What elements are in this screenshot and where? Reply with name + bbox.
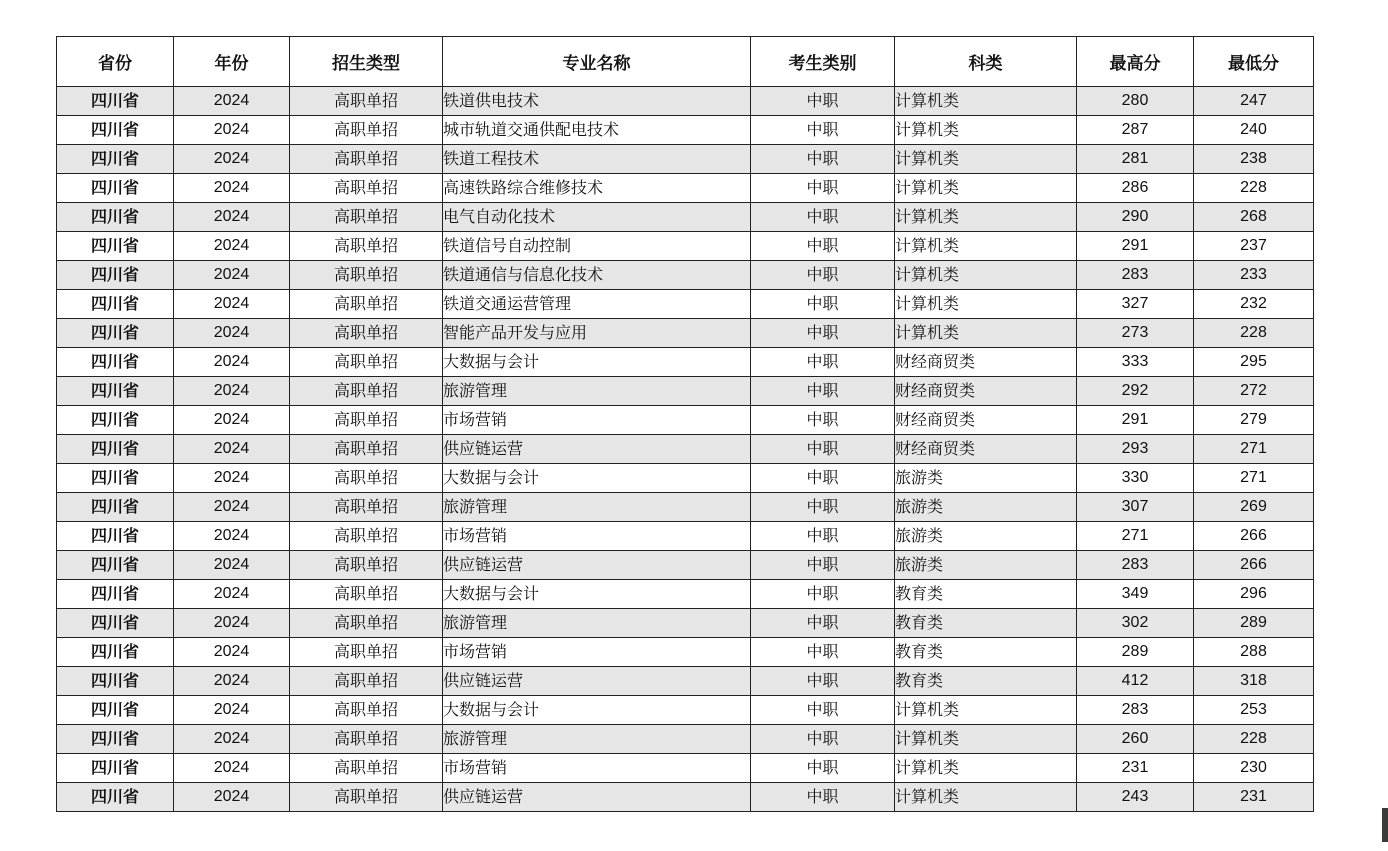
table-row xyxy=(57,435,1314,464)
table-row xyxy=(57,174,1314,203)
cell-max-score: 292 xyxy=(1077,377,1194,406)
cell-max-score: 307 xyxy=(1077,493,1194,522)
cell-province: 四川省 xyxy=(57,609,174,638)
cell-candidate-category: 中职 xyxy=(751,638,895,667)
cell-subject-category: 旅游类 xyxy=(895,522,1077,551)
cell-min-score: 288 xyxy=(1194,638,1314,667)
cell-year: 2024 xyxy=(174,174,290,203)
cell-min-score: 269 xyxy=(1194,493,1314,522)
cell-admission-type: 高职单招 xyxy=(290,348,443,377)
cell-candidate-category: 中职 xyxy=(751,87,895,116)
header-admission-type: 招生类型 xyxy=(290,37,443,87)
cell-subject-category: 计算机类 xyxy=(895,203,1077,232)
cell-major-name: 供应链运营 xyxy=(443,783,751,812)
cell-major-name: 旅游管理 xyxy=(443,377,751,406)
cell-admission-type: 高职单招 xyxy=(290,638,443,667)
cell-candidate-category: 中职 xyxy=(751,580,895,609)
cell-max-score: 260 xyxy=(1077,725,1194,754)
table-row xyxy=(57,696,1314,725)
cell-min-score: 228 xyxy=(1194,725,1314,754)
cell-candidate-category: 中职 xyxy=(751,522,895,551)
table-row xyxy=(57,87,1314,116)
cell-min-score: 272 xyxy=(1194,377,1314,406)
cell-year: 2024 xyxy=(174,725,290,754)
cell-max-score: 287 xyxy=(1077,116,1194,145)
cell-major-name: 智能产品开发与应用 xyxy=(443,319,751,348)
header-subject-category: 科类 xyxy=(895,37,1077,87)
cell-max-score: 291 xyxy=(1077,406,1194,435)
cell-province: 四川省 xyxy=(57,290,174,319)
cell-major-name: 城市轨道交通供配电技术 xyxy=(443,116,751,145)
cell-min-score: 266 xyxy=(1194,522,1314,551)
header-major-name: 专业名称 xyxy=(443,37,751,87)
table-row xyxy=(57,377,1314,406)
header-year: 年份 xyxy=(174,37,290,87)
cell-year: 2024 xyxy=(174,754,290,783)
cell-admission-type: 高职单招 xyxy=(290,464,443,493)
cell-admission-type: 高职单招 xyxy=(290,406,443,435)
cell-year: 2024 xyxy=(174,551,290,580)
cell-subject-category: 财经商贸类 xyxy=(895,377,1077,406)
cell-admission-type: 高职单招 xyxy=(290,203,443,232)
cell-year: 2024 xyxy=(174,522,290,551)
cell-min-score: 240 xyxy=(1194,116,1314,145)
cell-year: 2024 xyxy=(174,667,290,696)
table-header xyxy=(57,37,1314,87)
cell-min-score: 318 xyxy=(1194,667,1314,696)
cell-province: 四川省 xyxy=(57,377,174,406)
cell-major-name: 铁道供电技术 xyxy=(443,87,751,116)
table-row xyxy=(57,116,1314,145)
cell-candidate-category: 中职 xyxy=(751,261,895,290)
cell-candidate-category: 中职 xyxy=(751,551,895,580)
cell-admission-type: 高职单招 xyxy=(290,116,443,145)
cell-year: 2024 xyxy=(174,435,290,464)
cell-min-score: 271 xyxy=(1194,435,1314,464)
cell-candidate-category: 中职 xyxy=(751,609,895,638)
cell-subject-category: 财经商贸类 xyxy=(895,348,1077,377)
cell-max-score: 302 xyxy=(1077,609,1194,638)
cell-candidate-category: 中职 xyxy=(751,435,895,464)
cell-candidate-category: 中职 xyxy=(751,116,895,145)
cell-candidate-category: 中职 xyxy=(751,319,895,348)
cell-max-score: 349 xyxy=(1077,580,1194,609)
cell-admission-type: 高职单招 xyxy=(290,754,443,783)
cell-major-name: 铁道信号自动控制 xyxy=(443,232,751,261)
cell-admission-type: 高职单招 xyxy=(290,145,443,174)
table-row xyxy=(57,551,1314,580)
admission-score-table xyxy=(56,36,1314,812)
cell-min-score: 228 xyxy=(1194,319,1314,348)
cell-year: 2024 xyxy=(174,609,290,638)
cell-admission-type: 高职单招 xyxy=(290,174,443,203)
cell-subject-category: 计算机类 xyxy=(895,261,1077,290)
cell-year: 2024 xyxy=(174,377,290,406)
cell-subject-category: 旅游类 xyxy=(895,493,1077,522)
cell-max-score: 281 xyxy=(1077,145,1194,174)
cell-major-name: 大数据与会计 xyxy=(443,464,751,493)
cell-candidate-category: 中职 xyxy=(751,348,895,377)
cell-province: 四川省 xyxy=(57,319,174,348)
cell-major-name: 旅游管理 xyxy=(443,609,751,638)
cell-major-name: 市场营销 xyxy=(443,754,751,783)
cell-year: 2024 xyxy=(174,261,290,290)
cell-subject-category: 计算机类 xyxy=(895,725,1077,754)
cell-subject-category: 财经商贸类 xyxy=(895,406,1077,435)
cell-min-score: 233 xyxy=(1194,261,1314,290)
cell-admission-type: 高职单招 xyxy=(290,232,443,261)
cell-major-name: 铁道工程技术 xyxy=(443,145,751,174)
cell-max-score: 291 xyxy=(1077,232,1194,261)
table-row xyxy=(57,290,1314,319)
cell-max-score: 271 xyxy=(1077,522,1194,551)
cell-year: 2024 xyxy=(174,145,290,174)
cell-major-name: 大数据与会计 xyxy=(443,580,751,609)
cell-max-score: 327 xyxy=(1077,290,1194,319)
cell-major-name: 铁道交通运营管理 xyxy=(443,290,751,319)
cell-province: 四川省 xyxy=(57,87,174,116)
cell-year: 2024 xyxy=(174,406,290,435)
header-candidate-category: 考生类别 xyxy=(751,37,895,87)
cell-max-score: 283 xyxy=(1077,261,1194,290)
cell-min-score: 253 xyxy=(1194,696,1314,725)
header-max-score: 最高分 xyxy=(1077,37,1194,87)
cell-province: 四川省 xyxy=(57,783,174,812)
header-province: 省份 xyxy=(57,37,174,87)
cell-candidate-category: 中职 xyxy=(751,145,895,174)
header-min-score: 最低分 xyxy=(1194,37,1314,87)
cell-province: 四川省 xyxy=(57,551,174,580)
cell-max-score: 273 xyxy=(1077,319,1194,348)
cell-subject-category: 计算机类 xyxy=(895,783,1077,812)
cell-subject-category: 财经商贸类 xyxy=(895,435,1077,464)
cell-subject-category: 计算机类 xyxy=(895,174,1077,203)
cell-min-score: 271 xyxy=(1194,464,1314,493)
table-row xyxy=(57,522,1314,551)
cell-admission-type: 高职单招 xyxy=(290,377,443,406)
cell-max-score: 286 xyxy=(1077,174,1194,203)
cell-max-score: 333 xyxy=(1077,348,1194,377)
cell-subject-category: 计算机类 xyxy=(895,754,1077,783)
cell-year: 2024 xyxy=(174,493,290,522)
cell-major-name: 高速铁路综合维修技术 xyxy=(443,174,751,203)
cell-candidate-category: 中职 xyxy=(751,203,895,232)
cell-min-score: 296 xyxy=(1194,580,1314,609)
cell-province: 四川省 xyxy=(57,754,174,783)
cell-year: 2024 xyxy=(174,203,290,232)
cell-admission-type: 高职单招 xyxy=(290,290,443,319)
cell-min-score: 228 xyxy=(1194,174,1314,203)
cell-province: 四川省 xyxy=(57,522,174,551)
cell-subject-category: 计算机类 xyxy=(895,116,1077,145)
table-row xyxy=(57,348,1314,377)
cell-major-name: 供应链运营 xyxy=(443,435,751,464)
cell-province: 四川省 xyxy=(57,406,174,435)
cell-max-score: 289 xyxy=(1077,638,1194,667)
table-row xyxy=(57,667,1314,696)
cell-max-score: 290 xyxy=(1077,203,1194,232)
cell-admission-type: 高职单招 xyxy=(290,667,443,696)
cell-year: 2024 xyxy=(174,290,290,319)
cell-province: 四川省 xyxy=(57,493,174,522)
cell-candidate-category: 中职 xyxy=(751,754,895,783)
cell-major-name: 大数据与会计 xyxy=(443,348,751,377)
cell-admission-type: 高职单招 xyxy=(290,580,443,609)
cell-min-score: 232 xyxy=(1194,290,1314,319)
table-row xyxy=(57,754,1314,783)
cell-admission-type: 高职单招 xyxy=(290,783,443,812)
cell-major-name: 旅游管理 xyxy=(443,493,751,522)
table-row xyxy=(57,725,1314,754)
cell-admission-type: 高职单招 xyxy=(290,725,443,754)
cell-min-score: 231 xyxy=(1194,783,1314,812)
cell-min-score: 237 xyxy=(1194,232,1314,261)
table-row xyxy=(57,464,1314,493)
header-row xyxy=(57,37,1314,87)
cell-subject-category: 教育类 xyxy=(895,609,1077,638)
cell-max-score: 412 xyxy=(1077,667,1194,696)
cell-year: 2024 xyxy=(174,87,290,116)
table-row xyxy=(57,493,1314,522)
cell-admission-type: 高职单招 xyxy=(290,261,443,290)
table-row xyxy=(57,203,1314,232)
table-row xyxy=(57,406,1314,435)
cell-major-name: 市场营销 xyxy=(443,638,751,667)
cell-province: 四川省 xyxy=(57,696,174,725)
table-row xyxy=(57,261,1314,290)
cell-subject-category: 计算机类 xyxy=(895,87,1077,116)
cell-candidate-category: 中职 xyxy=(751,290,895,319)
cell-year: 2024 xyxy=(174,464,290,493)
cell-year: 2024 xyxy=(174,319,290,348)
cell-year: 2024 xyxy=(174,580,290,609)
cell-admission-type: 高职单招 xyxy=(290,435,443,464)
cell-min-score: 230 xyxy=(1194,754,1314,783)
cell-province: 四川省 xyxy=(57,232,174,261)
table-row xyxy=(57,232,1314,261)
score-table-container xyxy=(56,36,1314,812)
cell-province: 四川省 xyxy=(57,667,174,696)
table-row xyxy=(57,580,1314,609)
cell-subject-category: 计算机类 xyxy=(895,145,1077,174)
cell-candidate-category: 中职 xyxy=(751,667,895,696)
cell-major-name: 电气自动化技术 xyxy=(443,203,751,232)
table-row xyxy=(57,145,1314,174)
cell-max-score: 293 xyxy=(1077,435,1194,464)
cell-admission-type: 高职单招 xyxy=(290,609,443,638)
cell-province: 四川省 xyxy=(57,348,174,377)
cell-year: 2024 xyxy=(174,232,290,261)
cell-major-name: 铁道通信与信息化技术 xyxy=(443,261,751,290)
cell-min-score: 279 xyxy=(1194,406,1314,435)
cell-subject-category: 教育类 xyxy=(895,580,1077,609)
cell-major-name: 市场营销 xyxy=(443,406,751,435)
cell-subject-category: 计算机类 xyxy=(895,696,1077,725)
cell-province: 四川省 xyxy=(57,435,174,464)
cell-candidate-category: 中职 xyxy=(751,696,895,725)
cell-candidate-category: 中职 xyxy=(751,406,895,435)
cell-major-name: 市场营销 xyxy=(443,522,751,551)
cell-year: 2024 xyxy=(174,638,290,667)
cell-major-name: 大数据与会计 xyxy=(443,696,751,725)
cell-subject-category: 计算机类 xyxy=(895,232,1077,261)
cell-admission-type: 高职单招 xyxy=(290,696,443,725)
cell-province: 四川省 xyxy=(57,638,174,667)
cell-subject-category: 旅游类 xyxy=(895,464,1077,493)
cell-year: 2024 xyxy=(174,348,290,377)
table-body xyxy=(57,87,1314,812)
cell-admission-type: 高职单招 xyxy=(290,87,443,116)
cell-min-score: 247 xyxy=(1194,87,1314,116)
cell-min-score: 289 xyxy=(1194,609,1314,638)
cell-year: 2024 xyxy=(174,116,290,145)
cell-candidate-category: 中职 xyxy=(751,464,895,493)
cell-min-score: 295 xyxy=(1194,348,1314,377)
cell-admission-type: 高职单招 xyxy=(290,551,443,580)
cell-max-score: 280 xyxy=(1077,87,1194,116)
cell-max-score: 330 xyxy=(1077,464,1194,493)
cell-subject-category: 计算机类 xyxy=(895,290,1077,319)
cell-admission-type: 高职单招 xyxy=(290,493,443,522)
cell-province: 四川省 xyxy=(57,145,174,174)
cell-min-score: 268 xyxy=(1194,203,1314,232)
cell-subject-category: 教育类 xyxy=(895,667,1077,696)
cell-province: 四川省 xyxy=(57,203,174,232)
cell-candidate-category: 中职 xyxy=(751,232,895,261)
cell-year: 2024 xyxy=(174,696,290,725)
cell-max-score: 283 xyxy=(1077,551,1194,580)
cell-max-score: 231 xyxy=(1077,754,1194,783)
cell-admission-type: 高职单招 xyxy=(290,522,443,551)
cell-province: 四川省 xyxy=(57,464,174,493)
cell-subject-category: 旅游类 xyxy=(895,551,1077,580)
cell-candidate-category: 中职 xyxy=(751,725,895,754)
cell-admission-type: 高职单招 xyxy=(290,319,443,348)
table-row xyxy=(57,638,1314,667)
cell-province: 四川省 xyxy=(57,725,174,754)
cell-candidate-category: 中职 xyxy=(751,493,895,522)
cell-max-score: 243 xyxy=(1077,783,1194,812)
cell-candidate-category: 中职 xyxy=(751,783,895,812)
cell-province: 四川省 xyxy=(57,174,174,203)
cell-major-name: 供应链运营 xyxy=(443,667,751,696)
cell-province: 四川省 xyxy=(57,580,174,609)
cell-subject-category: 计算机类 xyxy=(895,319,1077,348)
cell-candidate-category: 中职 xyxy=(751,174,895,203)
cell-major-name: 旅游管理 xyxy=(443,725,751,754)
table-row xyxy=(57,319,1314,348)
table-row xyxy=(57,783,1314,812)
cell-province: 四川省 xyxy=(57,116,174,145)
cell-min-score: 266 xyxy=(1194,551,1314,580)
cell-max-score: 283 xyxy=(1077,696,1194,725)
cell-year: 2024 xyxy=(174,783,290,812)
edge-scroll-mark xyxy=(1382,808,1388,842)
cell-candidate-category: 中职 xyxy=(751,377,895,406)
cell-subject-category: 教育类 xyxy=(895,638,1077,667)
cell-min-score: 238 xyxy=(1194,145,1314,174)
table-row xyxy=(57,609,1314,638)
cell-province: 四川省 xyxy=(57,261,174,290)
cell-major-name: 供应链运营 xyxy=(443,551,751,580)
